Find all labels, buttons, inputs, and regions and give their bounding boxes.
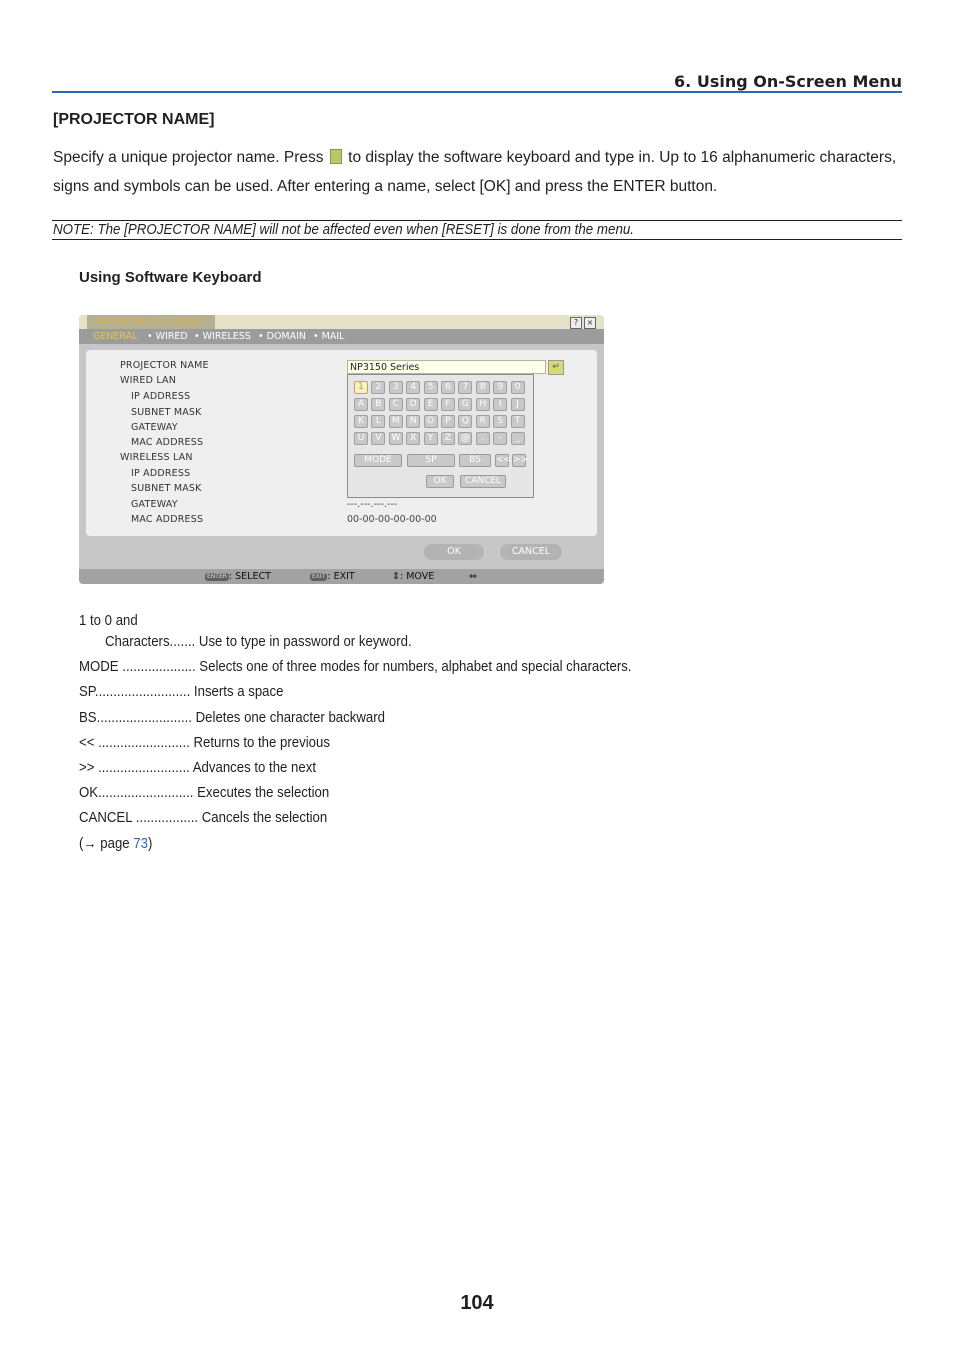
- desc-term: MODE: [79, 658, 119, 675]
- section-paragraph: [53, 143, 903, 201]
- projector-name-input[interactable]: NP3150 Series: [347, 360, 546, 374]
- paragraph-part-2: to display the software keyboard and type in. Up to 16 alphanumeric characters, signs and symbols can be used. After entering a name, select [OK] and press the ENTER button.: [53, 149, 897, 195]
- key-row1-8[interactable]: 9: [493, 381, 507, 394]
- cancel-button[interactable]: CANCEL: [500, 544, 562, 560]
- key-row3-9[interactable]: T: [511, 415, 525, 428]
- footer-select: [205, 571, 271, 582]
- key-row4-1[interactable]: V: [371, 432, 385, 445]
- desc-leader: .........................: [98, 734, 190, 751]
- key-row1-5[interactable]: 6: [441, 381, 455, 394]
- desc-leader: .........................: [98, 759, 190, 776]
- key-row2-8[interactable]: I: [493, 398, 507, 411]
- desc-intro: 1 to 0 and: [79, 612, 138, 629]
- tab-general[interactable]: GENERAL: [93, 331, 138, 342]
- ref-close: ): [147, 835, 153, 852]
- desc-leader: ..........................: [96, 709, 192, 726]
- tab-wireless[interactable]: • WIRELESS: [194, 331, 251, 342]
- desc-term: CANCEL: [79, 809, 133, 826]
- key-row3-0[interactable]: K: [354, 415, 368, 428]
- key-row2-3[interactable]: D: [406, 398, 420, 411]
- key-row2-7[interactable]: H: [476, 398, 490, 411]
- network-settings-menu: [79, 315, 604, 584]
- key-row4-3[interactable]: X: [406, 432, 420, 445]
- key-row4-0[interactable]: U: [354, 432, 368, 445]
- ref-open: (→ page: [79, 835, 134, 852]
- key-row1-9[interactable]: 0: [511, 381, 525, 394]
- key-row2-2[interactable]: C: [389, 398, 403, 411]
- key-row4-5[interactable]: Z: [441, 432, 455, 445]
- desc-text: Inserts a space: [193, 683, 284, 700]
- label-wireless-lan: WIRELESS LAN: [120, 452, 193, 463]
- key-row3-5[interactable]: P: [441, 415, 455, 428]
- footer-move-text: : MOVE: [399, 571, 435, 582]
- page-number: 104: [460, 1292, 494, 1314]
- footer-exit-text: : EXIT: [327, 571, 355, 582]
- key-row2-0[interactable]: A: [354, 398, 368, 411]
- desc-text: Use to type in password or keyword.: [198, 633, 412, 650]
- exit-key-icon: EXIT: [312, 573, 326, 580]
- desc-item: [79, 709, 385, 726]
- key-row2-6[interactable]: G: [458, 398, 472, 411]
- desc-item: [105, 633, 412, 650]
- key-row4-8[interactable]: -: [493, 432, 507, 445]
- desc-item: [79, 784, 329, 801]
- key-next[interactable]: >>: [513, 455, 529, 465]
- label-gateway-2: GATEWAY: [131, 499, 178, 510]
- desc-term: BS: [79, 709, 97, 726]
- desc-text: Cancels the selection: [201, 809, 328, 826]
- leftright-arrows-icon: ⇔: [469, 571, 477, 582]
- key-row3-2[interactable]: M: [389, 415, 403, 428]
- desc-term: Characters: [105, 633, 170, 650]
- help-icon[interactable]: ?: [570, 317, 582, 329]
- desc-leader: ..........................: [94, 683, 191, 700]
- label-ip-address: IP ADDRESS: [131, 391, 191, 402]
- label-wired-lan: WIRED LAN: [120, 375, 177, 386]
- desc-term: <<: [79, 734, 95, 751]
- key-row4-6[interactable]: @: [458, 432, 472, 445]
- key-row3-6[interactable]: Q: [458, 415, 472, 428]
- desc-item: [79, 683, 283, 700]
- close-icon[interactable]: ×: [584, 317, 596, 329]
- desc-leader: .................: [135, 809, 199, 826]
- key-row1-2[interactable]: 3: [389, 381, 403, 394]
- note-text: NOTE: The [PROJECTOR NAME] will not be affected even when [RESET] is done from the menu.: [53, 222, 635, 238]
- enter-icon[interactable]: ↵: [548, 360, 564, 375]
- software-keyboard: [347, 374, 534, 498]
- header-rule: [52, 91, 902, 93]
- label-mac-address-2: MAC ADDRESS: [131, 514, 204, 525]
- label-mac-address: MAC ADDRESS: [131, 437, 204, 448]
- desc-term: >>: [79, 759, 95, 776]
- desc-item: [79, 759, 316, 776]
- desc-term: SP: [79, 683, 95, 700]
- label-subnet-mask: SUBNET MASK: [131, 407, 202, 418]
- ok-button[interactable]: OK: [424, 544, 484, 560]
- label-subnet-mask-2: SUBNET MASK: [131, 483, 202, 494]
- key-row3-8[interactable]: S: [493, 415, 507, 428]
- desc-item: [79, 658, 631, 675]
- key-row2-5[interactable]: F: [441, 398, 455, 411]
- tab-wired[interactable]: • WIRED: [147, 331, 188, 342]
- footer-move: [392, 571, 434, 582]
- page-link[interactable]: 73: [133, 835, 148, 852]
- key-row4-4[interactable]: Y: [424, 432, 438, 445]
- desc-text: Returns to the previous: [193, 734, 330, 751]
- paragraph-part-1: Specify a unique projector name. Press: [53, 149, 328, 166]
- key-row2-9[interactable]: J: [511, 398, 525, 411]
- desc-item: [79, 809, 327, 826]
- desc-text: Advances to the next: [192, 759, 317, 776]
- note-rule-top: [52, 220, 902, 221]
- section-title: [PROJECTOR NAME]: [53, 111, 215, 128]
- key-row1-4[interactable]: 5: [424, 381, 438, 394]
- key-row4-2[interactable]: W: [389, 432, 403, 445]
- label-gateway: GATEWAY: [131, 422, 178, 433]
- tab-mail[interactable]: • MAIL: [313, 331, 345, 342]
- key-ok[interactable]: OK: [426, 475, 454, 488]
- tab-domain[interactable]: • DOMAIN: [258, 331, 307, 342]
- footer-select-text: : SELECT: [228, 571, 271, 582]
- key-row1-0[interactable]: 1: [354, 381, 368, 394]
- mac-address-value: 00-00-00-00-00-00: [347, 514, 437, 525]
- page-reference: [79, 835, 152, 852]
- note-rule-bottom: [52, 239, 902, 240]
- label-ip-address-2: IP ADDRESS: [131, 468, 191, 479]
- key-row2-4[interactable]: E: [424, 398, 438, 411]
- desc-term: OK: [79, 784, 99, 801]
- key-row1-3[interactable]: 4: [406, 381, 420, 394]
- key-row3-7[interactable]: R: [476, 415, 490, 428]
- enter-key-icon: ENTER: [207, 573, 227, 580]
- desc-text: Executes the selection: [197, 784, 330, 801]
- key-row3-3[interactable]: N: [406, 415, 420, 428]
- key-row2-1[interactable]: B: [371, 398, 385, 411]
- key-row4-9[interactable]: _: [511, 432, 525, 445]
- key-sp[interactable]: SP: [407, 454, 455, 467]
- chapter-header: 6. Using On-Screen Menu: [674, 72, 902, 91]
- menu-title: NETWORK SETTINGS: [97, 316, 201, 327]
- key-mode[interactable]: MODE: [354, 454, 402, 467]
- subsection-title: Using Software Keyboard: [79, 269, 262, 286]
- key-row4-7[interactable]: .: [476, 432, 490, 445]
- footer-exit: [310, 571, 355, 582]
- key-cancel[interactable]: CANCEL: [460, 475, 506, 488]
- enter-button-icon: [330, 149, 342, 164]
- key-row1-6[interactable]: 7: [458, 381, 472, 394]
- key-row3-4[interactable]: O: [424, 415, 438, 428]
- desc-leader: ....................: [122, 658, 196, 675]
- desc-leader: ..........................: [98, 784, 194, 801]
- desc-leader: .......: [169, 633, 196, 650]
- key-row3-1[interactable]: L: [371, 415, 385, 428]
- key-prev[interactable]: <<: [496, 455, 512, 465]
- updown-arrows-icon: ⇕: [392, 571, 400, 582]
- gateway-value: ---.---.---.---: [347, 499, 398, 510]
- desc-text: Deletes one character backward: [195, 709, 385, 726]
- key-row1-1[interactable]: 2: [371, 381, 385, 394]
- key-row1-7[interactable]: 8: [476, 381, 490, 394]
- key-bs[interactable]: BS: [459, 454, 491, 467]
- label-projector-name: PROJECTOR NAME: [120, 360, 209, 371]
- desc-text: Selects one of three modes for numbers, alphabet and special characters.: [199, 658, 632, 675]
- desc-item: [79, 734, 330, 751]
